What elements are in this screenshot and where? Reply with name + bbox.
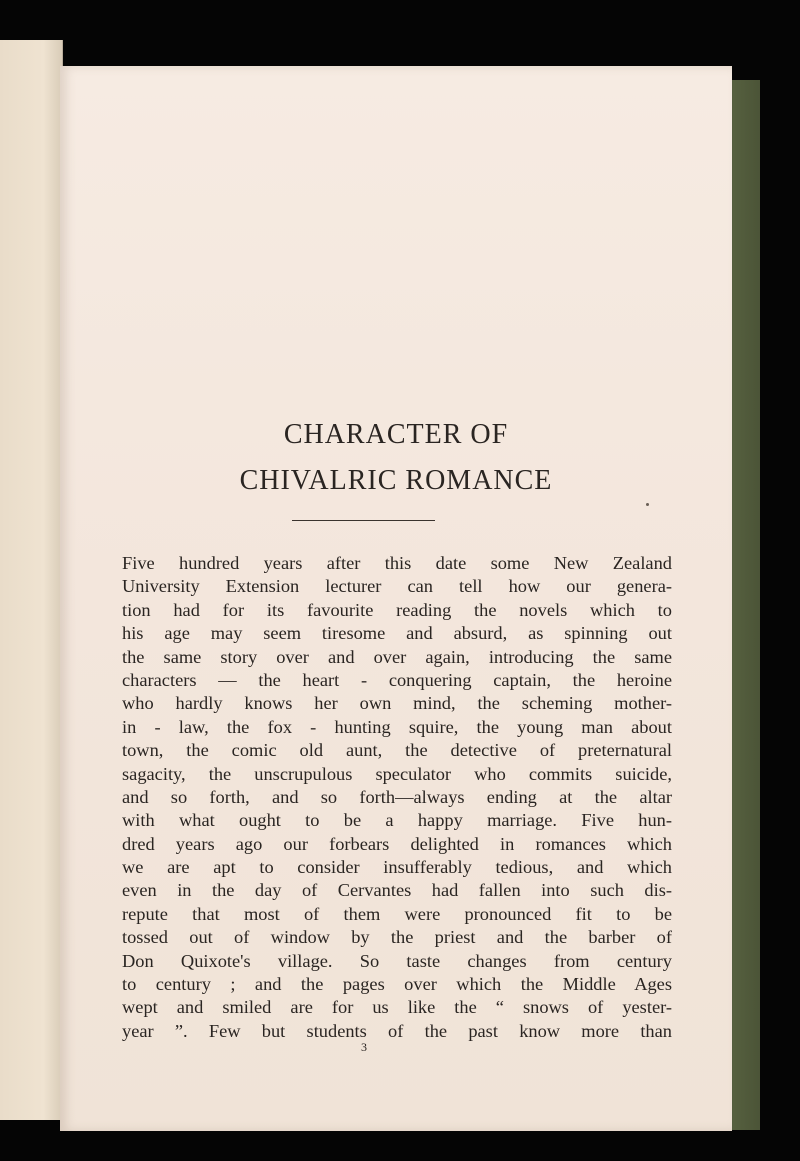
text-line: and so forth, and so forth—always ending at the altar xyxy=(122,786,672,807)
text-line: year ”. Few but students of the past know more than xyxy=(122,1020,672,1041)
chapter-title-line-1: CHARACTER OF xyxy=(283,419,509,450)
title-rule xyxy=(292,520,435,521)
text-line: Don Quixote's village. So taste changes from century xyxy=(122,950,672,971)
paper-speck xyxy=(646,503,649,506)
text-line: wept and smiled are for us like the “ snows of yester- xyxy=(122,997,672,1018)
text-line: with what ought to be a happy marriage. Five hun- xyxy=(122,810,672,831)
left-page-edge xyxy=(0,40,63,1120)
text-line: University Extension lecturer can tell how our genera- xyxy=(122,576,672,597)
text-line: we are apt to consider insufferably tedious, and which xyxy=(122,857,672,878)
text-line: repute that most of them were pronounced fit to be xyxy=(122,903,672,924)
page-number: 3 xyxy=(361,1040,367,1054)
body-text xyxy=(122,552,672,1043)
text-line: town, the comic old aunt, the detective of preternatural xyxy=(122,740,672,761)
text-line: the same story over and over again, introducing the same xyxy=(122,646,672,667)
text-line: who hardly knows her own mind, the scheming mother- xyxy=(122,693,672,714)
text-line: tossed out of window by the priest and the barber of xyxy=(122,927,672,948)
text-line: sagacity, the unscrupulous speculator who commits suicide, xyxy=(122,763,672,784)
text-line: even in the day of Cervantes had fallen into such dis- xyxy=(122,880,672,901)
text-line: characters — the heart - conquering captain, the heroine xyxy=(122,669,672,690)
text-line: in - law, the fox - hunting squire, the young man about xyxy=(122,716,672,737)
text-line: tion had for its favourite reading the novels which to xyxy=(122,599,672,620)
text-line: dred years ago our forbears delighted in romances which xyxy=(122,833,672,854)
chapter-title-line-2: CHIVALRIC ROMANCE xyxy=(239,465,553,496)
text-line: his age may seem tiresome and absurd, as spinning out xyxy=(122,623,672,644)
book-page xyxy=(60,66,732,1131)
text-line: to century ; and the pages over which the Middle Ages xyxy=(122,974,672,995)
text-line: Five hundred years after this date some New Zealand xyxy=(122,553,672,573)
